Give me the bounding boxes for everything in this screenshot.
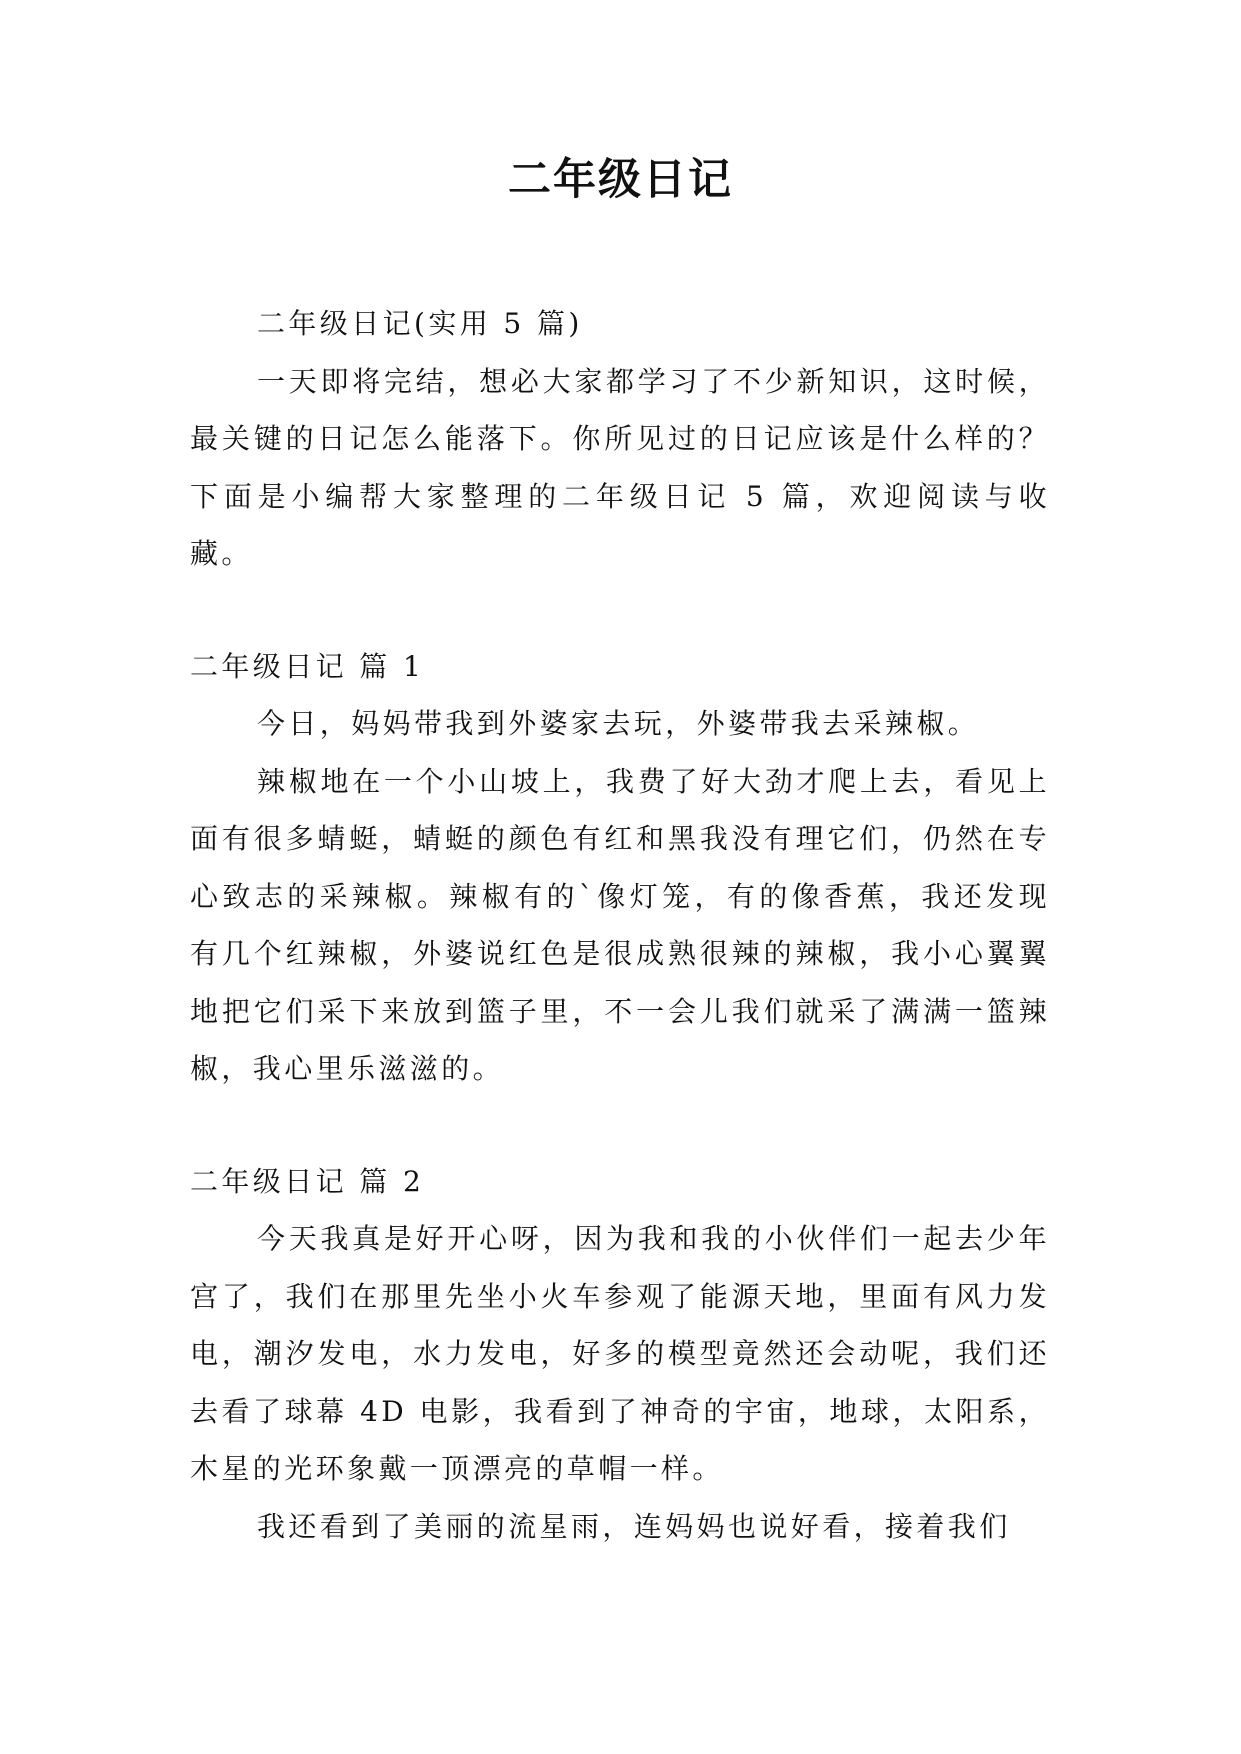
section-1-paragraph-2: 辣椒地在一个小山坡上，我费了好大劲才爬上去，看见上面有很多蜻蜓，蜻蜓的颜色有红和黑我没有理它们，仍然在专心致志的采辣椒。辣椒有的`像灯笼，有的像香蕉，我还发现有几个红辣椒，外婆说红色是很成熟很辣的辣椒，我小心翼翼地把它们采下来放到篮子里，不一会儿我们就采了满满一篮辣椒，我心里乐滋滋的。 xyxy=(190,764,1050,1085)
section-2-heading: 二年级日记 篇 2 xyxy=(190,1164,425,1198)
intro-subtitle: 二年级日记(实用 5 篇) xyxy=(257,307,583,340)
document-title: 二年级日记 xyxy=(508,155,733,205)
section-1-heading: 二年级日记 篇 1 xyxy=(190,649,425,683)
section-1-paragraph-1: 今日，妈妈带我到外婆家去玩，外婆带我去采辣椒。 xyxy=(257,707,980,740)
section-2-paragraph-2: 我还看到了美丽的流星雨，连妈妈也说好看，接着我们 xyxy=(257,1509,1011,1543)
section-2-paragraph-1: 今天我真是好开心呀，因为我和我的小伙伴们一起去少年宫了，我们在那里先坐小火车参观了能源天地，里面有风力发电，潮汐发电，水力发电，好多的模型竟然还会动呢，我们还去看了球幕 4D 电影，我看到了神奇的宇宙，地球，太阳系，木星的光环象戴一顶漂亮的草帽一样。 xyxy=(190,1222,1050,1485)
document-body xyxy=(190,295,1050,1555)
intro-paragraph: 一天即将完结，想必大家都学习了不少新知识，这时候，最关键的日记怎么能落下。你所见过的日记应该是什么样的？下面是小编帮大家整理的二年级日记 5 篇，欢迎阅读与收藏。 xyxy=(190,364,1050,570)
